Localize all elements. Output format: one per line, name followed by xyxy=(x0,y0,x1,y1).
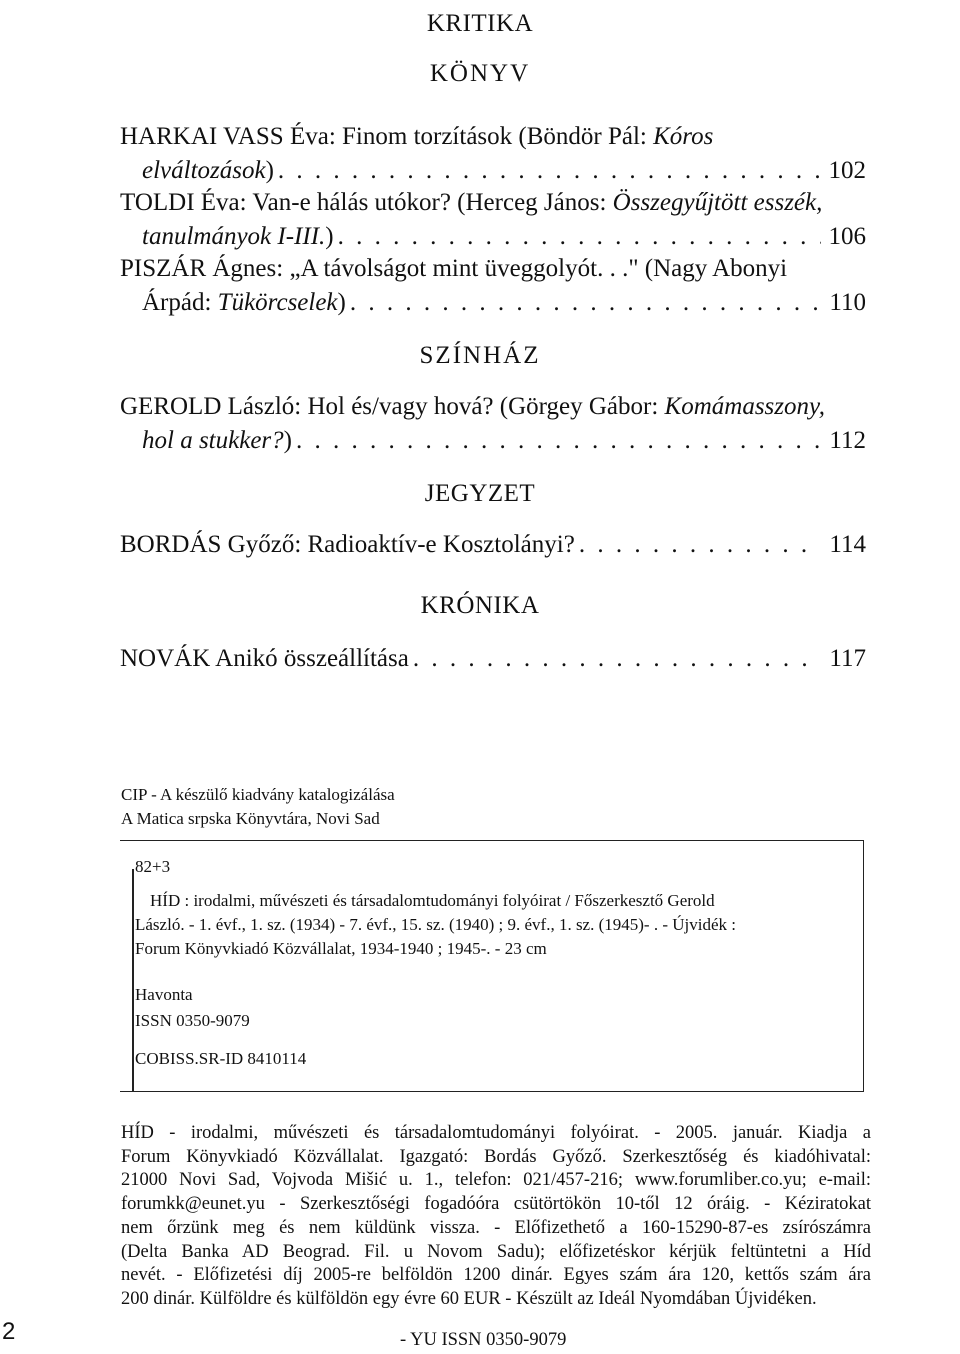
toc-entry xyxy=(120,642,866,676)
page-number: 2 xyxy=(2,1318,16,1345)
imprint-line: forumkk@eunet.yu - Szerkesztőségi fogadóóra csütörtökön 10-től 12 óráig. - Kéziratokat xyxy=(121,1194,871,1215)
entry-text: ) xyxy=(337,289,346,316)
cip-cobiss: COBISS.SR-ID 8410114 xyxy=(135,1049,307,1068)
entry-text: Árpád: xyxy=(142,289,218,316)
entry-title-italic: Tükörcselek xyxy=(217,289,338,316)
leader-dots xyxy=(579,528,822,562)
imprint-line: Forum Könyvkiadó Közvállalat. Igazgató: Bordás Győző. Szerkesztőség és kiadóhivatal: xyxy=(121,1146,871,1167)
entry-title-italic: Kóros xyxy=(653,123,714,150)
toc-entry xyxy=(120,186,866,254)
cip-divider xyxy=(132,869,134,1091)
entry-title-italic: tanulmányok I-III. xyxy=(142,223,326,250)
page-ref: 102 xyxy=(828,157,866,184)
entry-title-italic: Komámasszony, xyxy=(664,393,825,420)
imprint-line: nem őrzünk meg és nem küldünk vissza. - Előfizethető a 160-15290-87-es zsírószámra xyxy=(121,1217,871,1238)
imprint-line: nevét. - Előfizetési díj 2005-re belföldön 1200 dinár. Egyes szám ára 120, kettős szám ára xyxy=(121,1265,871,1286)
imprint-issn: - YU ISSN 0350-9079 xyxy=(400,1330,567,1350)
leader-dots xyxy=(350,286,822,320)
section-heading-konyv: KÖNYV xyxy=(429,60,531,87)
entry-text: GEROLD László: Hol és/vagy hová? (Görgey Gábor: xyxy=(120,393,665,420)
leader-dots xyxy=(338,220,821,254)
entry-text: ) xyxy=(283,427,292,454)
entry-text: PISZÁR Ágnes: „A távolságot mint üveggolyót. . ." (Nagy Abonyi xyxy=(120,255,788,282)
imprint-line: (Delta Banka AD Beograd. Fil. u Novom Sadu); előfizetéskor kérjük feltüntetni a Híd xyxy=(121,1241,871,1262)
section-heading-jegyzet: JEGYZET xyxy=(424,480,536,507)
cip-library: A Matica srpska Könyvtára, Novi Sad xyxy=(121,809,380,828)
entry-text: ) xyxy=(325,223,334,250)
section-heading-kritika: KRITIKA xyxy=(426,10,534,37)
toc-entry xyxy=(120,528,866,562)
entry-text: BORDÁS Győző: Radioaktív-e Kosztolányi? xyxy=(120,531,575,558)
entry-text: NOVÁK Anikó összeállítása xyxy=(120,645,409,672)
section-heading-szinhaz: SZÍNHÁZ xyxy=(419,342,541,369)
entry-title-italic: elváltozások xyxy=(142,157,266,184)
page-ref: 110 xyxy=(829,289,866,316)
cip-udc: 82+3 xyxy=(135,857,171,876)
cip-issn: ISSN 0350-9079 xyxy=(135,1011,250,1030)
entry-text: HARKAI VASS Éva: Finom torzítások (Böndör Pál: xyxy=(120,123,654,150)
entry-title-italic: Összegyűjtött esszék, xyxy=(612,189,823,216)
section-heading-kronika: KRÓNIKA xyxy=(420,592,540,619)
imprint-line: 21000 Novi Sad, Vojvoda Mišić u. 1., telefon: 021/457-216; www.forumliber.co.yu; e-mail: xyxy=(121,1170,871,1191)
imprint-line: HÍD - irodalmi, művészeti és társadalomtudományi folyóirat. - 2005. január. Kiadja a xyxy=(121,1123,871,1143)
entry-title-italic: hol a stukker? xyxy=(142,427,284,454)
imprint xyxy=(121,1122,871,1312)
cip-desc-line: HÍD : irodalmi, művészeti és társadalomtudományi folyóirat / Főszerkesztő Gerold xyxy=(150,891,715,910)
entry-text: TOLDI Éva: Van-e hálás utókor? (Herceg János: xyxy=(120,189,613,216)
cip-desc-line: László. - 1. évf., 1. sz. (1934) - 7. évf., 15. sz. (1940) ; 9. évf., 1. sz. (1945)- . - Újvidék : xyxy=(135,915,736,934)
leader-dots xyxy=(296,424,821,458)
leader-dots xyxy=(413,642,822,676)
cip-heading: CIP - A készülő kiadvány katalogizálása xyxy=(121,785,395,804)
toc-entry xyxy=(120,390,866,458)
cip-frequency: Havonta xyxy=(135,985,193,1004)
page-ref: 112 xyxy=(829,427,866,454)
page-ref: 114 xyxy=(829,531,866,558)
entry-text: ) xyxy=(265,157,274,184)
leader-dots xyxy=(278,154,821,188)
toc-entry xyxy=(120,120,866,188)
imprint-line: 200 dinár. Külföldre és külföldön egy évre 60 EUR - Készült az Ideál Nyomdában Újvidéken. xyxy=(121,1288,817,1309)
page-ref: 106 xyxy=(828,223,866,250)
toc-entry xyxy=(120,252,866,320)
page-ref: 117 xyxy=(829,645,866,672)
cip-desc-line: Forum Könyvkiadó Közvállalat, 1934-1940 ; 1945-. - 23 cm xyxy=(135,939,547,958)
